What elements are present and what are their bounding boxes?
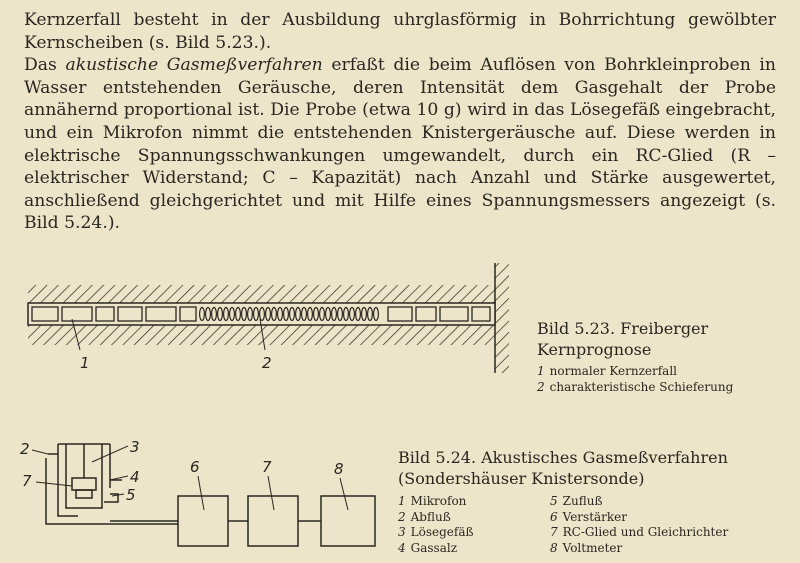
paragraph-2: Das akustische Gasmeßverfahren erfaßt die beim Auflösen von Bohrkleinproben in Wasser entstehenden Geräusche, deren Intensität dem Gasgehalt der Probe annähernd proportional ist. Die Probe (etwa 10 g) wird in das Lösegefäß eingebracht, und ein Mikrofon nimmt die entstehenden Knistergeräusche auf. Diese werden in elektrische Spannungsschwankungen umgewandelt, durch ein RC-Glied (R – elektrischer Widerstand; C – Kapazität) nach Anzahl und Stärke ausgewertet, anschließend gleichgerichtet und mit Hilfe eines Spannungsmessers angezeigt (s. Bild 5.24.). <box>24 55 776 234</box>
fig524-label-3: 3 <box>130 438 140 456</box>
legend-item: 5 Zufluß <box>550 494 603 508</box>
figure-legend <box>537 364 777 395</box>
legend-item: 2 Abfluß <box>398 509 451 524</box>
fig524-label-2: 2 <box>20 440 30 458</box>
fig524-label-4: 4 <box>130 468 140 486</box>
legend-item: 6 Verstärker <box>550 509 628 524</box>
paragraph-1: Kernzerfall besteht in der Ausbildung uhrglasförmig in Bohrrichtung gewölbter Kernscheiben (s. Bild 5.23.). <box>24 10 776 53</box>
legend-item: 8 Voltmeter <box>550 540 623 555</box>
figure-5-23-caption <box>537 318 777 395</box>
figure-5-23-drawing <box>20 255 520 385</box>
fig524-label-8: 8 <box>334 460 344 478</box>
figure-5-24-caption <box>398 447 778 556</box>
fig524-label-7a: 7 <box>22 472 32 490</box>
legend-item: 1 normaler Kernzerfall <box>537 364 677 378</box>
figure-title: Bild 5.23. Freiberger Kernprognose <box>537 319 709 359</box>
figure-legend <box>398 494 778 556</box>
legend-item: 4 Gassalz <box>398 540 458 555</box>
fig524-label-7: 7 <box>262 458 272 476</box>
figure-title: Bild 5.24. Akustisches Gasmeßverfahren <box>398 448 728 467</box>
body-text <box>24 9 776 235</box>
fig524-label-5: 5 <box>126 486 136 504</box>
legend-item: 7 RC-Glied und Gleichrichter <box>550 525 729 539</box>
legend-item: 3 Lösegefäß <box>398 525 474 539</box>
fig524-label-6: 6 <box>190 458 200 476</box>
legend-item: 1 Mikrofon <box>398 494 467 508</box>
fig523-label-1: 1 <box>80 354 90 372</box>
fig523-label-2: 2 <box>262 354 272 372</box>
figure-subtitle: (Sondershäuser Knistersonde) <box>398 469 645 488</box>
figure-5-24-drawing <box>18 432 388 558</box>
legend-item: 2 charakteristische Schieferung <box>537 379 734 394</box>
emphasis-term: akustische Gasmeßverfahren <box>65 55 323 76</box>
